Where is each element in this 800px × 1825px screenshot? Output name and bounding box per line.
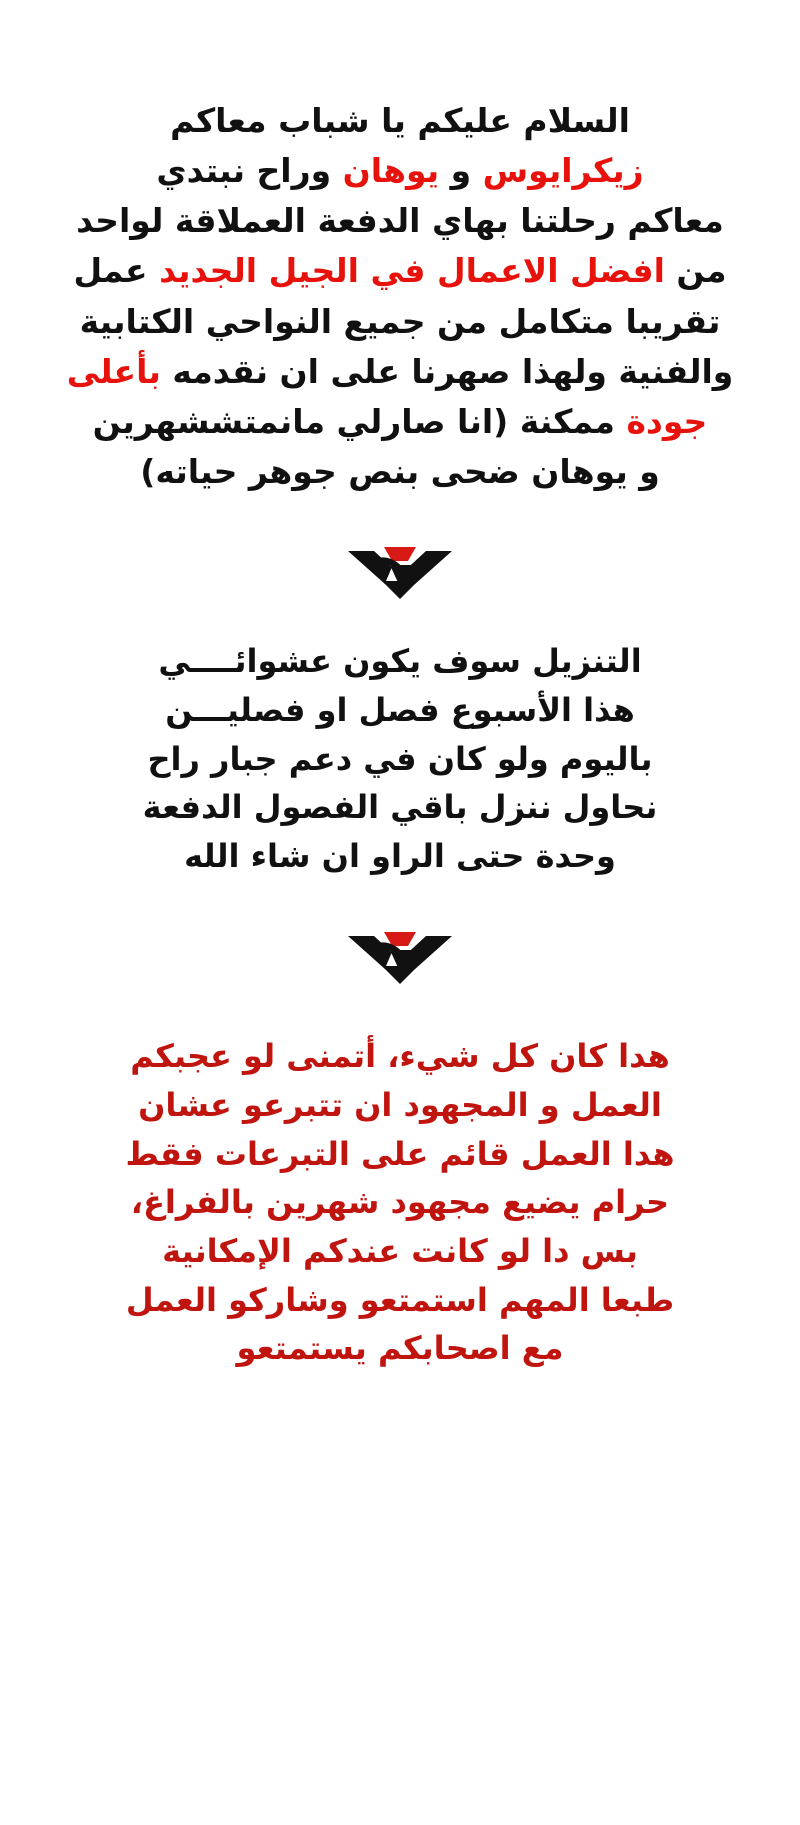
body-text: هذا الأسبوع فصل او فصليـــن — [165, 690, 635, 729]
text-line — [40, 146, 760, 196]
body-text: وراح نبتدي — [156, 151, 343, 191]
highlighted-text: جودة — [626, 401, 708, 441]
body-text: هدا كان كل شيء، أتمنى لو عجبكم — [130, 1037, 670, 1076]
body-text: التنزيل سوف يكون عشوائــــي — [158, 642, 642, 681]
body-text: باليوم ولو كان في دعم جبار راح — [147, 739, 653, 778]
brand-logo-icon — [340, 926, 460, 988]
text-line — [40, 783, 760, 832]
body-text: والفنية ولهذا صهرنا على ان نقدمه — [160, 351, 734, 391]
text-line — [40, 1178, 760, 1227]
body-text: السلام عليكم يا شباب معاكم — [170, 101, 630, 140]
text-line — [40, 196, 760, 246]
text-line — [40, 246, 760, 296]
section-divider-one — [40, 541, 760, 603]
body-text: و يوهان ضحى بنص جوهر حياته) — [140, 452, 660, 492]
text-line — [40, 447, 760, 497]
outro-paragraph — [40, 1032, 760, 1372]
text-line — [40, 1032, 760, 1081]
body-text: و — [439, 151, 483, 191]
text-line — [40, 397, 760, 447]
text-line — [40, 1130, 760, 1179]
body-text: طبعا المهم استمتعو وشاركو العمل — [125, 1280, 675, 1319]
text-line — [40, 686, 760, 735]
intro-paragraph — [40, 96, 760, 497]
body-text: حرام يضيع مجهود شهرين بالفراغ، — [130, 1183, 670, 1222]
highlighted-text: بأعلى — [66, 351, 161, 391]
body-text: ممكنة (انا صارلي مانمتششهرين — [92, 401, 627, 441]
body-text: بس دا لو كانت عندكم الإمكانية — [162, 1231, 638, 1270]
body-text: العمل و المجهود ان تتبرعو عشان — [138, 1086, 662, 1124]
body-text: عمل — [73, 251, 160, 291]
text-line — [40, 1324, 760, 1373]
text-line — [40, 96, 760, 146]
body-text: تقريبا متكامل من جميع النواحي الكتابية — [79, 301, 721, 341]
schedule-paragraph — [40, 637, 760, 880]
text-line — [40, 832, 760, 881]
text-line — [40, 297, 760, 347]
text-line — [40, 637, 760, 686]
body-text: من — [664, 251, 727, 291]
text-line — [40, 347, 760, 397]
text-line — [40, 1081, 760, 1130]
brand-logo-icon — [340, 541, 460, 603]
highlighted-text: افضل الاعمال في الجيل الجديد — [159, 251, 665, 291]
body-text: نحاول ننزل باقي الفصول الدفعة — [142, 788, 658, 827]
body-text: هدا العمل قائم على التبرعات فقط — [125, 1134, 675, 1173]
highlighted-text: يوهان — [342, 151, 440, 191]
body-text: معاكم رحلتنا بهاي الدفعة العملاقة لواحد — [76, 201, 724, 241]
body-text: مع اصحابكم يستمتعو — [236, 1329, 564, 1368]
text-line — [40, 1276, 760, 1325]
text-line — [40, 1227, 760, 1276]
text-line — [40, 735, 760, 784]
highlighted-text: زيكرايوس — [482, 151, 644, 191]
section-divider-two — [40, 926, 760, 988]
body-text: وحدة حتى الراو ان شاء الله — [184, 836, 616, 875]
